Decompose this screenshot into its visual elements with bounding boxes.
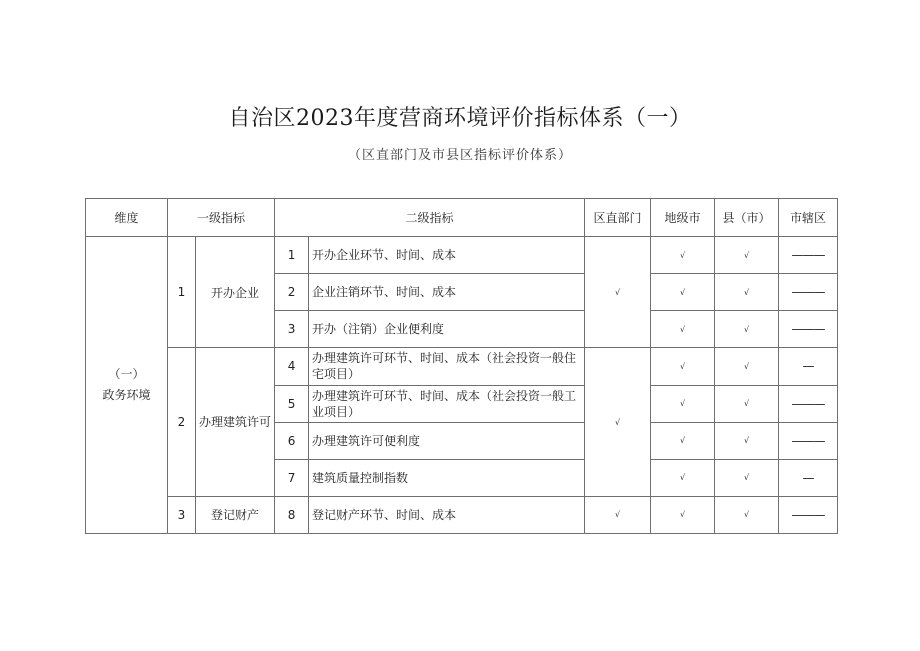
- header-city: 地级市: [651, 199, 715, 237]
- county-mark: √: [715, 311, 779, 348]
- city-mark: √: [651, 348, 715, 385]
- district-mark: ———: [779, 274, 838, 311]
- header-level2: 二级指标: [275, 199, 585, 237]
- header-district: 市辖区: [779, 199, 838, 237]
- city-mark: √: [651, 311, 715, 348]
- page-title: 自治区2023年度营商环境评价指标体系（一）: [228, 106, 692, 131]
- level1-name: 登记财产: [196, 496, 275, 533]
- dimension-cell: [86, 237, 168, 534]
- level1-number: 1: [168, 237, 196, 348]
- dimension-name: 政务环境: [102, 388, 151, 403]
- header-dept: 区直部门: [585, 199, 651, 237]
- header-level1: 一级指标: [168, 199, 275, 237]
- table-row: [86, 496, 838, 533]
- level2-number: 7: [275, 459, 309, 496]
- county-mark: √: [715, 422, 779, 459]
- level1-name: 开办企业: [196, 237, 275, 348]
- dimension-number: （一）: [108, 367, 145, 382]
- dept-mark: √: [585, 237, 651, 348]
- city-mark: √: [651, 496, 715, 533]
- level2-number: 8: [275, 496, 309, 533]
- district-mark: ———: [779, 422, 838, 459]
- city-mark: √: [651, 459, 715, 496]
- city-mark: √: [651, 422, 715, 459]
- district-mark: ———: [779, 237, 838, 274]
- county-mark: √: [715, 274, 779, 311]
- level1-number: 2: [168, 348, 196, 496]
- level2-number: 4: [275, 348, 309, 385]
- level2-name: 登记财产环节、时间、成本: [309, 496, 585, 533]
- county-mark: √: [715, 348, 779, 385]
- district-mark: ———: [779, 311, 838, 348]
- county-mark: √: [715, 496, 779, 533]
- dept-mark: √: [585, 496, 651, 533]
- level1-number: 3: [168, 496, 196, 533]
- level2-number: 3: [275, 311, 309, 348]
- level2-name: 办理建筑许可便利度: [309, 422, 585, 459]
- level2-name: 建筑质量控制指数: [309, 459, 585, 496]
- district-mark: ———: [779, 496, 838, 533]
- level2-number: 2: [275, 274, 309, 311]
- header-dimension: 维度: [86, 199, 168, 237]
- level2-name: 办理建筑许可环节、时间、成本（社会投资一般工业项目）: [309, 385, 585, 422]
- district-mark: —: [779, 348, 838, 385]
- level2-number: 1: [275, 237, 309, 274]
- page-subtitle: （区直部门及市县区指标评价体系）: [347, 148, 572, 163]
- district-mark: ———: [779, 385, 838, 422]
- level2-name: 办理建筑许可环节、时间、成本（社会投资一般住宅项目）: [309, 348, 585, 385]
- table-row: [86, 348, 838, 385]
- level1-name: 办理建筑许可: [196, 348, 275, 496]
- county-mark: √: [715, 237, 779, 274]
- indicator-table: [85, 198, 838, 534]
- level2-name: 企业注销环节、时间、成本: [309, 274, 585, 311]
- table-row: [86, 237, 838, 274]
- county-mark: √: [715, 459, 779, 496]
- header-county: 县（市）: [715, 199, 779, 237]
- district-mark: —: [779, 459, 838, 496]
- level2-name: 开办企业环节、时间、成本: [309, 237, 585, 274]
- dept-mark: √: [585, 348, 651, 496]
- city-mark: √: [651, 274, 715, 311]
- city-mark: √: [651, 237, 715, 274]
- level2-number: 5: [275, 385, 309, 422]
- county-mark: √: [715, 385, 779, 422]
- level2-name: 开办（注销）企业便利度: [309, 311, 585, 348]
- level2-number: 6: [275, 422, 309, 459]
- table-header-row: [86, 199, 838, 237]
- city-mark: √: [651, 385, 715, 422]
